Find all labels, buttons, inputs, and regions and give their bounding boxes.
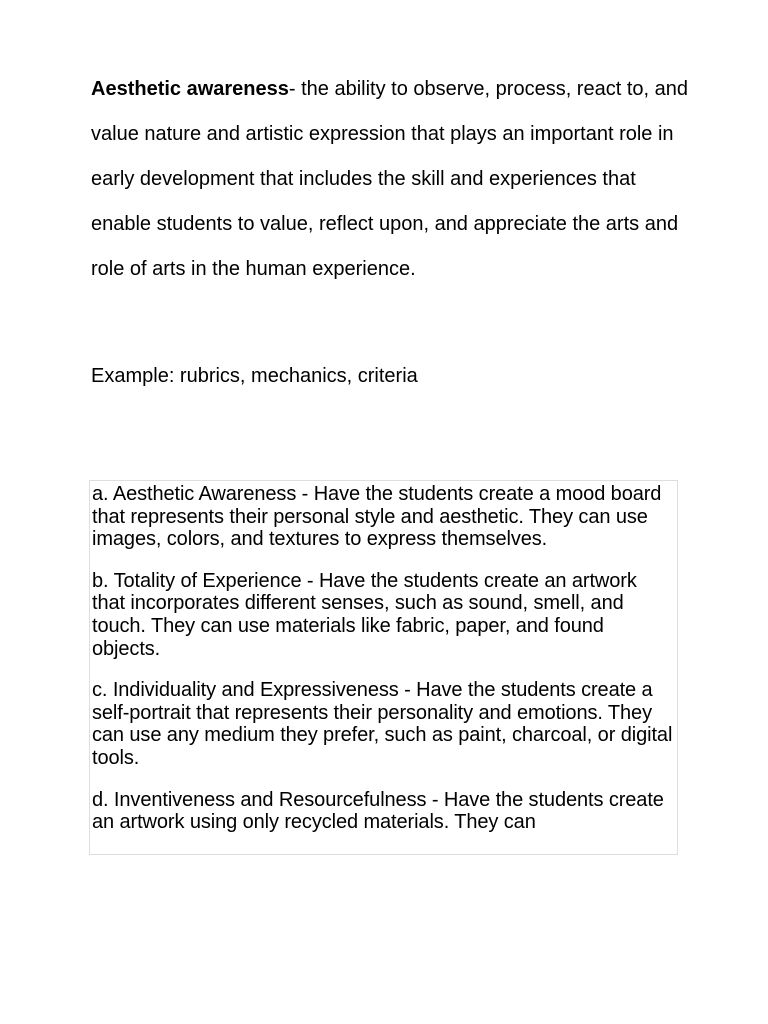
example-line: Example: rubrics, mechanics, criteria <box>91 365 418 387</box>
definition-term: Aesthetic awareness <box>91 78 289 100</box>
activity-item-a: a. Aesthetic Awareness - Have the students create a mood board that represents their personal style and aesthetic. They can use images, colors, and textures to express themselves. <box>92 483 662 551</box>
activity-item-b: b. Totality of Experience - Have the students create an artwork that incorporates different senses, such as sound, smell, and touch. They can use materials like fabric, paper, and found objects. <box>92 569 637 660</box>
activity-item-d: d. Inventiveness and Resourcefulness - Have the students create an artwork using only recycled materials. They can <box>92 788 664 834</box>
activity-item-c: c. Individuality and Expressiveness - Have the students create a self-portrait that represents their personality and emotions. They can use any medium they prefer, such as paint, charcoal, or digital tools. <box>92 679 673 769</box>
definition-text: - the ability to observe, process, react to, and value nature and artistic expression that plays an important role in early development that includes the skill and experiences that enable students to value, reflect upon, and appreciate the arts and role of arts in the human experience. <box>91 78 688 280</box>
activities-box <box>89 480 678 855</box>
definition-paragraph <box>91 67 691 292</box>
